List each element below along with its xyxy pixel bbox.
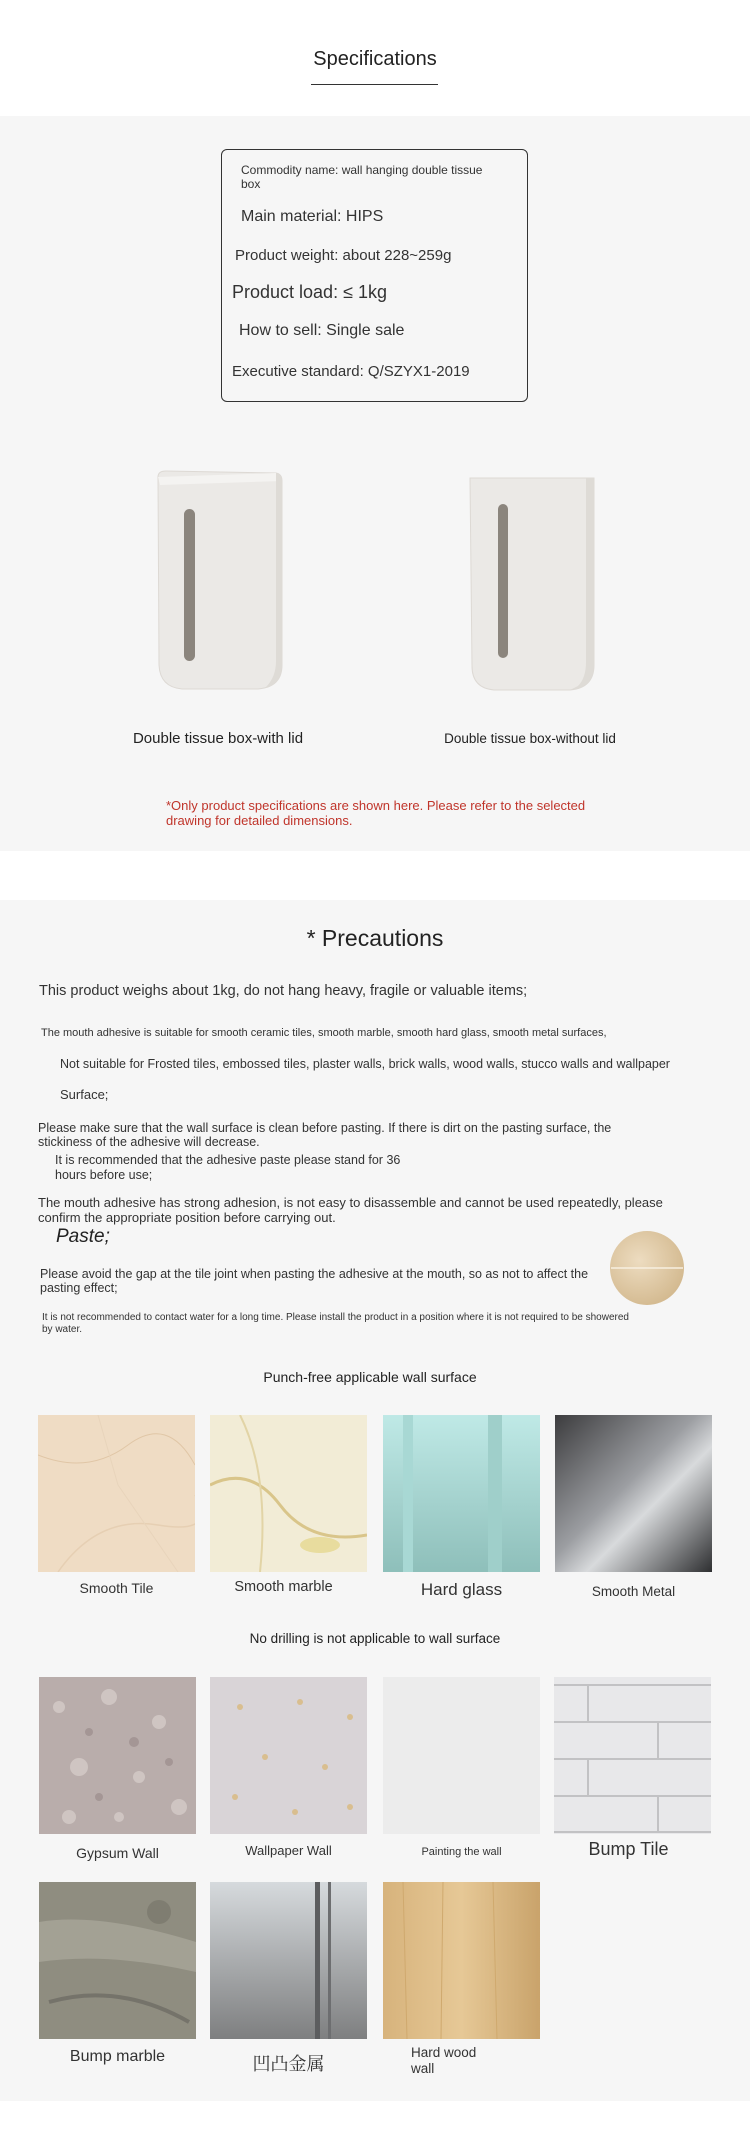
painting-wall-swatch — [383, 1677, 540, 1834]
precaution-paste: Paste; — [56, 1226, 110, 1247]
smooth-marble-swatch — [210, 1415, 367, 1572]
label-smooth-metal: Smooth Metal — [591, 1584, 676, 1599]
label-painting-wall: Painting the wall — [421, 1846, 502, 1858]
title-underline — [311, 84, 438, 85]
spec-product-weight: Product weight: about 228~259g — [235, 247, 452, 264]
label-smooth-tile: Smooth Tile — [79, 1580, 154, 1596]
caption-with-lid: Double tissue box-with lid — [132, 730, 304, 747]
precaution-surface: Surface; — [60, 1087, 109, 1102]
precaution-water: It is not recommended to contact water for a long time. Please install the product in a position where it is not required to be showered by water. — [42, 1312, 629, 1335]
gypsum-wall-swatch — [39, 1677, 196, 1834]
not-applicable-heading: No drilling is not applicable to wall surface — [249, 1631, 501, 1646]
bump-metal-swatch — [210, 1882, 367, 2039]
spec-how-to-sell: How to sell: Single sale — [239, 322, 405, 339]
spec-commodity-name: Commodity name: wall hanging double tissue box — [241, 163, 483, 191]
label-bump-marble: Bump marble — [69, 2048, 166, 2065]
label-gypsum-wall: Gypsum Wall — [76, 1845, 159, 1861]
specifications-title: Specifications — [313, 48, 437, 70]
label-hard-wood-wall: Hard wood wall — [411, 2045, 477, 2076]
label-bump-metal: 凹凸金属 — [252, 2054, 325, 2074]
caption-without-lid: Double tissue box-without lid — [444, 731, 616, 746]
applicable-heading: Punch-free applicable wall surface — [263, 1369, 477, 1385]
precaution-strong-adhesion: The mouth adhesive has strong adhesion, is not easy to disassemble and cannot be used repeatedly, please confirm the appropriate position before carrying out. — [38, 1195, 663, 1225]
precaution-clean: Please make sure that the wall surface is clean before pasting. If there is dirt on the pasting surface, the stickiness of the adhesive will decrease. — [38, 1121, 612, 1149]
adhesive-disc-icon — [609, 1230, 685, 1306]
spec-box — [221, 149, 528, 402]
label-hard-glass: Hard glass — [420, 1580, 503, 1599]
bump-tile-swatch — [554, 1677, 711, 1834]
hard-wood-wall-swatch — [383, 1882, 540, 2039]
precautions-title: * Precautions — [306, 925, 444, 951]
label-bump-tile: Bump Tile — [588, 1839, 669, 1859]
spec-product-load: Product load: ≤ 1kg — [232, 282, 387, 302]
tissue-box-without-lid-image — [462, 470, 602, 695]
smooth-tile-swatch — [38, 1415, 195, 1572]
spec-executive-standard: Executive standard: Q/SZYX1-2019 — [232, 363, 470, 380]
label-smooth-marble: Smooth marble — [234, 1579, 333, 1595]
precaution-gap: Please avoid the gap at the tile joint when pasting the adhesive at the mouth, so as not to affect the pasting effect; — [40, 1267, 589, 1295]
precaution-not-suitable: Not suitable for Frosted tiles, embossed tiles, plaster walls, brick walls, wood walls, stucco walls and wallpaper — [60, 1057, 670, 1071]
precaution-stand: It is recommended that the adhesive paste please stand for 36 hours before use; — [55, 1153, 401, 1182]
spec-note: *Only product specifications are shown here. Please refer to the selected drawing for detailed dimensions. — [166, 798, 586, 828]
spec-main-material: Main material: HIPS — [241, 208, 384, 225]
bump-marble-swatch — [39, 1882, 196, 2039]
tissue-box-with-lid-image — [148, 465, 288, 695]
hard-glass-swatch — [383, 1415, 540, 1572]
label-wallpaper-wall: Wallpaper Wall — [245, 1843, 332, 1858]
precaution-weight: This product weighs about 1kg, do not hang heavy, fragile or valuable items; — [39, 983, 528, 999]
wallpaper-wall-swatch — [210, 1677, 367, 1834]
smooth-metal-swatch — [555, 1415, 712, 1572]
precaution-suitable: The mouth adhesive is suitable for smooth ceramic tiles, smooth marble, smooth hard glass, smooth metal surfaces, — [41, 1027, 607, 1039]
